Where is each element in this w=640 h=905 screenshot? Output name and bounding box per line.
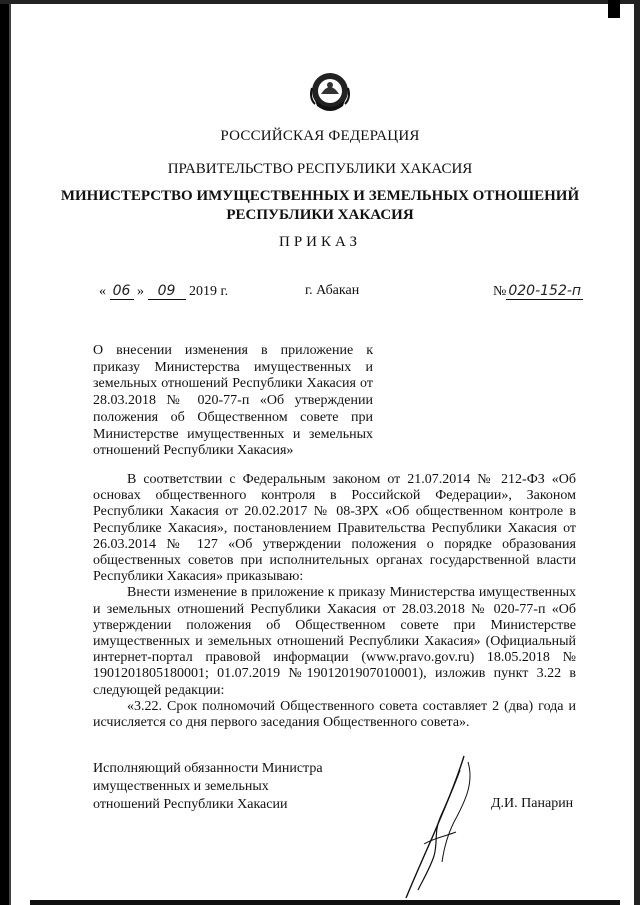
ministry-heading [0,187,640,225]
order-number-prefix: № [493,284,507,299]
signer-title-line3: отношений Республики Хакасии [93,797,288,812]
scan-border-bottom [30,900,620,905]
government-heading: ПРАВИТЕЛЬСТВО РЕСПУБЛИКИ ХАКАСИЯ [167,161,473,177]
coat-of-arms-icon [307,70,353,114]
handwritten-signature [394,752,490,902]
country-heading: РОССИЙСКАЯ ФЕДЕРАЦИЯ [220,128,420,144]
date-quote-close: » [137,284,144,299]
order-subject: О внесении изменения в приложение к приказу Министерства имущественных и земельных отношений Республики Хакасия от 28.03.2018 № 020-77-п «Об утверждении положения об Общественном совете при Министерстве имущественных и земельных отношений Республики Хакасия» [93,343,373,459]
signer-title [93,760,333,814]
body-paragraph-2: Внести изменение в приложение к приказу Министерства имущественных и земельных отношений Республики Хакасия от 28.03.2018 № 020-77-п «Об утверждении положения об Общественном совете при Министерстве имущественных и земельных отношений Республики Хакасия» (Официальный интернет-портал правовой информации (www.pravo.gov.ru) 18.05.2018 № 1901201805180001; 01.07.2019 №1901201907010001), изложив пункт 3.22 в следующей редакции: [93,585,576,698]
document-type: ПРИКАЗ [279,234,361,250]
signer-title-line1: Исполняющий обязанности Министра [93,761,323,776]
scan-border-top [0,0,640,4]
order-date [99,283,228,300]
signer-title-line2: имущественных и земельных [93,779,269,794]
order-city: г. Абакан [305,283,360,298]
date-year: 2019 г. [189,284,229,299]
order-number-value: 020-152-п [508,283,582,299]
order-body [93,472,576,731]
date-day: 06 [110,283,134,300]
date-quote-open: « [99,284,106,299]
body-paragraph-3: «3.22. Срок полномочий Общественного совета составляет 2 (два) года и исчисляется со дня первого заседания Общественного совета». [93,698,576,731]
body-paragraph-1: В соответствии с Федеральным законом от 21.07.2014 № 212-ФЗ «Об основах общественного контроля в Российской Федерации», Законом Республики Хакасия от 20.02.2017 № 08-ЗРХ «Об общественном контроле в Республике Хакасия», постановлением Правительства Республики Хакасия от 26.03.2014 № 127 «Об утверждении положения о порядке образования общественных советов при исполнительных органах государственной власти Республики Хакасия» приказываю: [93,472,576,585]
scan-mark-top-right [608,0,620,18]
ministry-heading-line1: МИНИСТЕРСТВО ИМУЩЕСТВЕННЫХ И ЗЕМЕЛЬНЫХ ОТНОШЕНИЙ [60,188,580,204]
order-number [493,283,583,300]
signer-name: Д.И. Панарин [491,796,574,811]
ministry-heading-line2: РЕСПУБЛИКИ ХАКАСИЯ [226,207,414,223]
date-month: 09 [148,283,186,300]
